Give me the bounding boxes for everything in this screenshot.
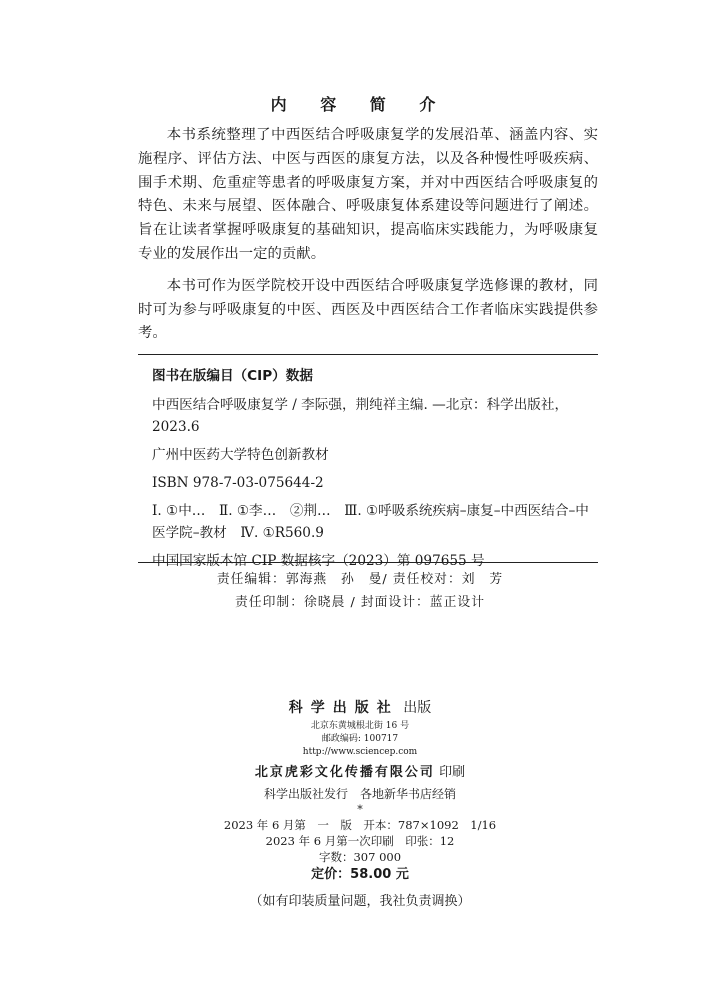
bottom-divider <box>138 562 598 563</box>
cip-bibliographic-line: 中西医结合呼吸康复学 / 李际强，荆纯祥主编. —北京：科学出版社，2023.6 <box>152 397 569 435</box>
cip-classification-line: Ⅰ. ①中… Ⅱ. ①李… ②荆… Ⅲ. ①呼吸系统疾病–康复–中西医结合–中医学院–教材 Ⅳ. ①R560.9 <box>152 503 589 541</box>
intro-paragraph-2: 本书可作为医学院校开设中西医结合呼吸康复学选修课的教材，同时可为参与呼吸康复的中医、西医及中西医结合工作者临床实践提供参考。 <box>138 277 598 342</box>
distribution-line: 科学出版社发行 各地新华书店经销 <box>263 787 456 801</box>
separator-star: * <box>357 803 363 816</box>
cip-isbn-line: ISBN 978-7-03-075644-2 <box>152 475 324 491</box>
publisher-line <box>0 696 720 720</box>
printer-name: 北京虎彩文化传播有限公司 <box>254 765 435 780</box>
intro-paragraph-1: 本书系统整理了中西医结合呼吸康复学的发展沿革、涵盖内容、实施程序、评估方法、中医与西医的康复方法，以及各种慢性呼吸疾病、围手术期、危重症等患者的呼吸康复方案，并对中西医结合呼吸康复的特色、未来与展望、医体融合、呼吸康复体系建设等问题进行了阐述。旨在让读者掌握呼吸康复的基础知识，提高临床实践能力，为呼吸康复专业的发展作出一定的贡献。 <box>138 127 598 262</box>
credits-line-production: 责任印制：徐晓晨 / 封面设计：蓝正设计 <box>235 595 485 610</box>
price: 定价：58.00 元 <box>311 867 409 882</box>
credits-line-editors: 责任编辑：郭海燕 孙 曼/ 责任校对：刘 芳 <box>216 572 504 587</box>
printer-suffix: 印刷 <box>439 765 466 780</box>
cip-series-line: 广州中医药大学特色创新教材 <box>152 447 329 463</box>
edition-line: 2023 年 6 月第 一 版 开本：787×1092 1/16 <box>223 818 497 832</box>
publisher-name: 科学出版社 <box>288 700 399 716</box>
page-title: 内 容 简 介 <box>270 95 450 114</box>
publisher-url: http://www.sciencep.com <box>302 747 418 757</box>
publisher-postcode: 邮政编码: 100717 <box>321 734 399 744</box>
word-count: 字数：307 000 <box>318 850 402 864</box>
cip-heading: 图书在版编目（CIP）数据 <box>152 368 313 384</box>
top-divider <box>138 354 598 355</box>
cip-data-block <box>152 365 598 578</box>
publisher-address: 北京东黄城根北街 16 号 <box>310 721 410 731</box>
printing-line: 2023 年 6 月第一次印刷 印张：12 <box>265 834 455 848</box>
publication-info <box>0 696 720 915</box>
editorial-credits <box>0 568 720 614</box>
publisher-suffix: 出版 <box>403 700 432 716</box>
book-introduction <box>138 124 598 354</box>
quality-note: （如有印装质量问题，我社负责调换） <box>249 894 471 909</box>
cip-record-number-line: 中国国家版本馆 CIP 数据核字（2023）第 097655 号 <box>152 553 485 569</box>
printer-line <box>0 761 720 785</box>
